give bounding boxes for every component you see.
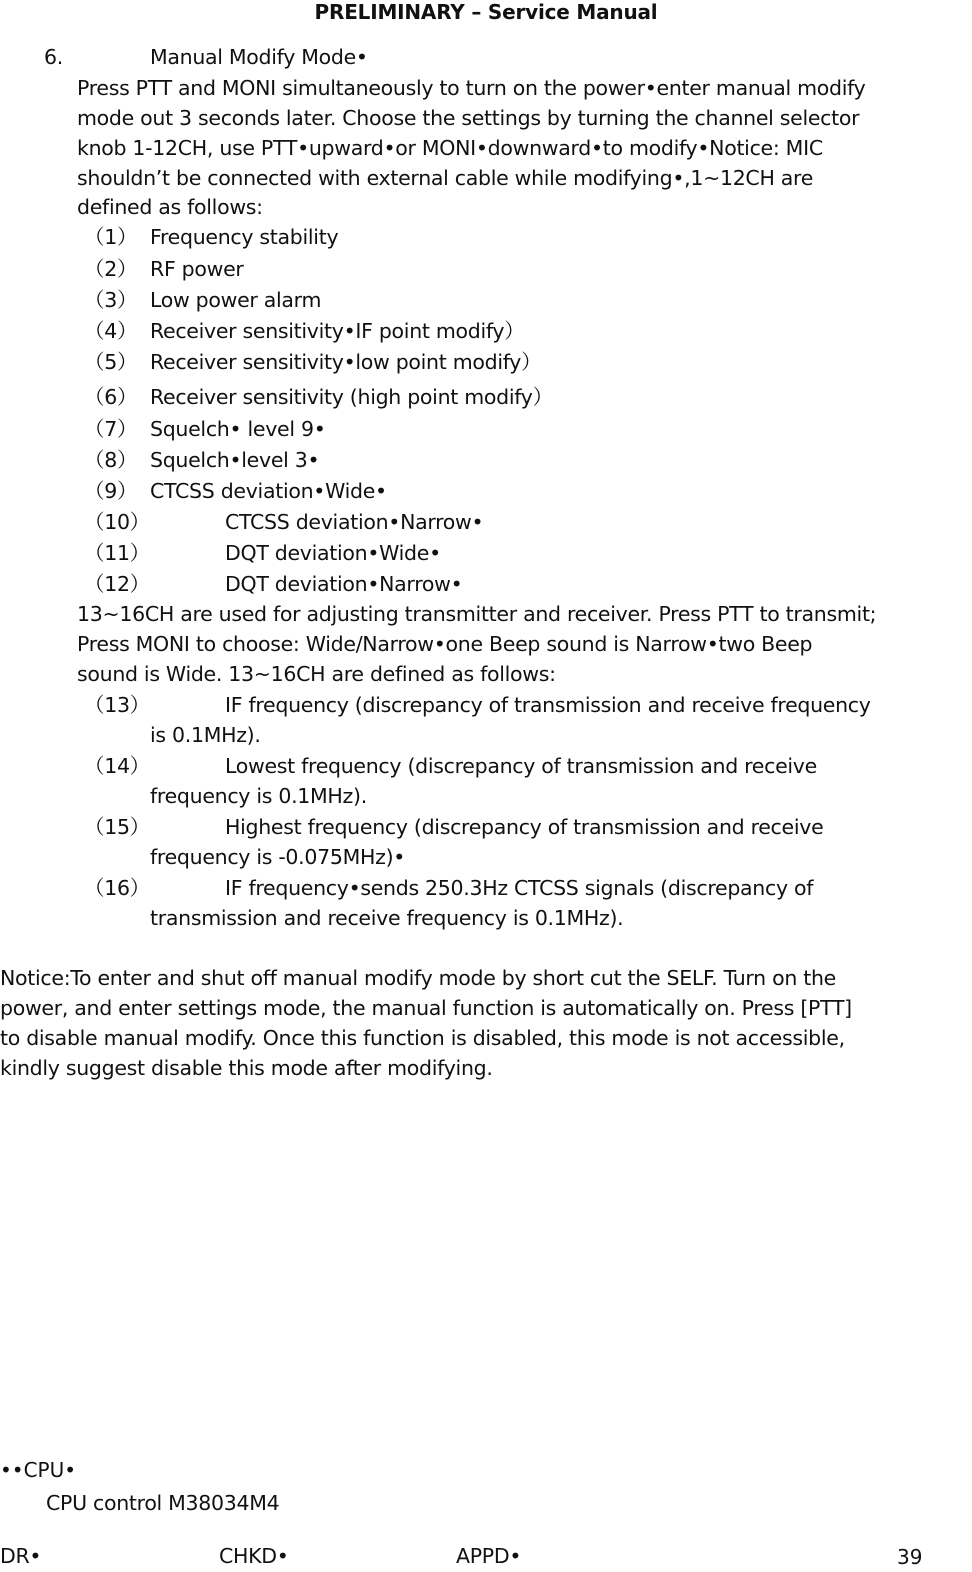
intro-line: shouldn’t be connected with external cable while modifying•,1~12CH are <box>77 166 814 190</box>
list-item-text: IF frequency•sends 250.3Hz CTCSS signals (discrepancy of <box>225 876 814 900</box>
list-item-number: （14） <box>84 754 150 778</box>
list-item-text: Frequency stability <box>150 225 339 249</box>
footer-dr: DR• <box>0 1544 42 1568</box>
list-item-number: （12） <box>84 572 150 596</box>
list-item-text: DQT deviation•Wide• <box>225 541 441 565</box>
list-item-continuation: frequency is 0.1MHz). <box>150 784 367 808</box>
intro-line: mode out 3 seconds later. Choose the settings by turning the channel selector <box>77 106 860 130</box>
list-item-continuation: frequency is -0.075MHz)• <box>150 845 406 869</box>
list-item-number: （8） <box>84 448 138 472</box>
list-item-number: （10） <box>84 510 150 534</box>
footer-appd: APPD• <box>456 1544 522 1568</box>
notice-line: Notice:To enter and shut off manual modify mode by short cut the SELF. Turn on the <box>0 966 836 990</box>
list-item-text: Lowest frequency (discrepancy of transmission and receive <box>225 754 817 778</box>
list-item-text: Highest frequency (discrepancy of transmission and receive <box>225 815 824 839</box>
cpu-section-text: CPU control M38034M4 <box>46 1491 280 1515</box>
list-item-continuation: transmission and receive frequency is 0.1MHz). <box>150 906 624 930</box>
list-item-number: （5） <box>84 350 138 374</box>
list-item-number: （1） <box>84 225 138 249</box>
list-item-text: Receiver sensitivity•IF point modify） <box>150 319 525 343</box>
list-item-text: Receiver sensitivity•low point modify） <box>150 350 542 374</box>
cpu-section-label: ••CPU• <box>0 1458 77 1482</box>
mid-line: Press MONI to choose: Wide/Narrow•one Beep sound is Narrow•two Beep <box>77 632 813 656</box>
intro-line: defined as follows: <box>77 195 263 219</box>
list-item-text: Low power alarm <box>150 288 322 312</box>
page-number: 39 <box>897 1545 923 1569</box>
page-header: PRELIMINARY – Service Manual <box>314 0 658 24</box>
list-item-text: Receiver sensitivity (high point modify） <box>150 385 553 409</box>
section-title: Manual Modify Mode• <box>150 45 368 69</box>
notice-line: power, and enter settings mode, the manual function is automatically on. Press [PTT] <box>0 996 852 1020</box>
mid-line: sound is Wide. 13~16CH are defined as follows: <box>77 662 556 686</box>
list-item-number: （16） <box>84 876 150 900</box>
list-item-text: RF power <box>150 257 244 281</box>
list-item-text: IF frequency (discrepancy of transmission and receive frequency <box>225 693 871 717</box>
list-item-continuation: is 0.1MHz). <box>150 723 261 747</box>
intro-line: knob 1-12CH, use PTT•upward•or MONI•downward•to modify•Notice: MIC <box>77 136 823 160</box>
list-item-text: Squelch•level 3• <box>150 448 320 472</box>
notice-line: kindly suggest disable this mode after modifying. <box>0 1056 493 1080</box>
notice-line: to disable manual modify. Once this function is disabled, this mode is not accessible, <box>0 1026 845 1050</box>
list-item-number: （6） <box>84 385 138 409</box>
list-item-number: （7） <box>84 417 138 441</box>
list-item-text: Squelch• level 9• <box>150 417 326 441</box>
section-number: 6. <box>44 45 63 69</box>
list-item-text: CTCSS deviation•Wide• <box>150 479 387 503</box>
list-item-number: （2） <box>84 257 138 281</box>
intro-line: Press PTT and MONI simultaneously to turn on the power•enter manual modify <box>77 76 866 100</box>
list-item-text: CTCSS deviation•Narrow• <box>225 510 484 534</box>
list-item-number: （13） <box>84 693 150 717</box>
list-item-number: （4） <box>84 319 138 343</box>
list-item-text: DQT deviation•Narrow• <box>225 572 463 596</box>
list-item-number: （15） <box>84 815 150 839</box>
list-item-number: （3） <box>84 288 138 312</box>
footer-chkd: CHKD• <box>219 1544 289 1568</box>
list-item-number: （11） <box>84 541 150 565</box>
list-item-number: （9） <box>84 479 138 503</box>
mid-line: 13~16CH are used for adjusting transmitter and receiver. Press PTT to transmit; <box>77 602 877 626</box>
